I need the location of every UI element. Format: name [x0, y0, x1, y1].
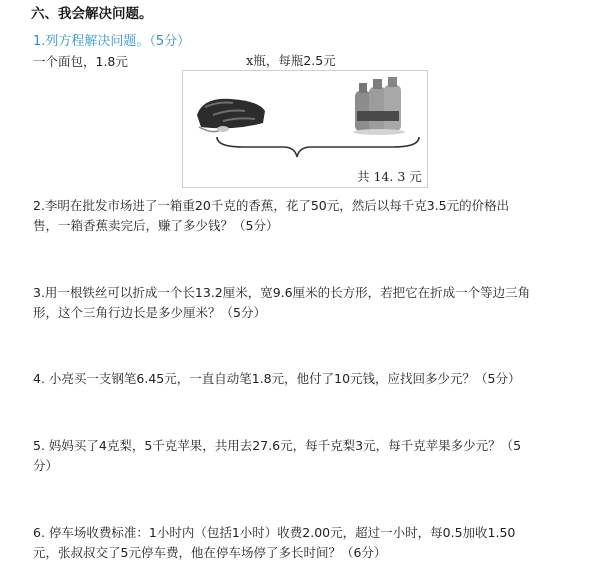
question-2-line-2: 售，一箱香蕉卖完后，赚了多少钱？（5分）	[33, 218, 279, 233]
total-price-label: 共 14. 3 元	[357, 169, 422, 184]
bread-loaf-icon	[197, 99, 265, 132]
bottle-price-text: 瓶，每瓶2.5元	[253, 53, 336, 68]
bread-price-label: 一个面包，1.8元	[33, 54, 128, 69]
question-5-line-1: 5. 妈妈买了4克梨，5千克苹果，共用去27.6元，每千克梨3元，每千克苹果多少元？（5	[33, 438, 522, 453]
question-1-title: 1.列方程解决问题。（5分）	[33, 34, 191, 49]
question-6-line-2: 元，张叔叔交了5元停车费，他在停车场停了多长时间？（6分）	[33, 545, 387, 560]
question-3-line-2: 形，这个三角行边长是多少厘米？（5分）	[33, 305, 266, 320]
section-heading: 六、我会解决问题。	[31, 6, 153, 22]
question-3-line-1: 3.用一根铁丝可以折成一个长13.2厘米，宽9.6厘米的长方形，若把它在折成一个等边三角	[33, 285, 531, 300]
question-6-line-1: 6. 停车场收费标准：1小时内（包括1小时）收费2.00元，超过一小时，每0.5加收1.50	[33, 525, 516, 540]
question-5-line-2: 分）	[33, 458, 59, 473]
bottles-icon	[353, 77, 405, 135]
curly-brace-icon	[217, 137, 419, 157]
question-4-line-1: 4. 小亮买一支钢笔6.45元，一直自动笔1.8元，他付了10元钱，应找回多少元？（5分）	[33, 371, 521, 386]
unknown-variable: x	[246, 54, 254, 69]
bottle-price-label	[246, 51, 336, 69]
question-2-line-1: 2.李明在批发市场进了一箱重20千克的香蕉，花了50元，然后以每千克3.5元的价格出	[33, 198, 510, 213]
